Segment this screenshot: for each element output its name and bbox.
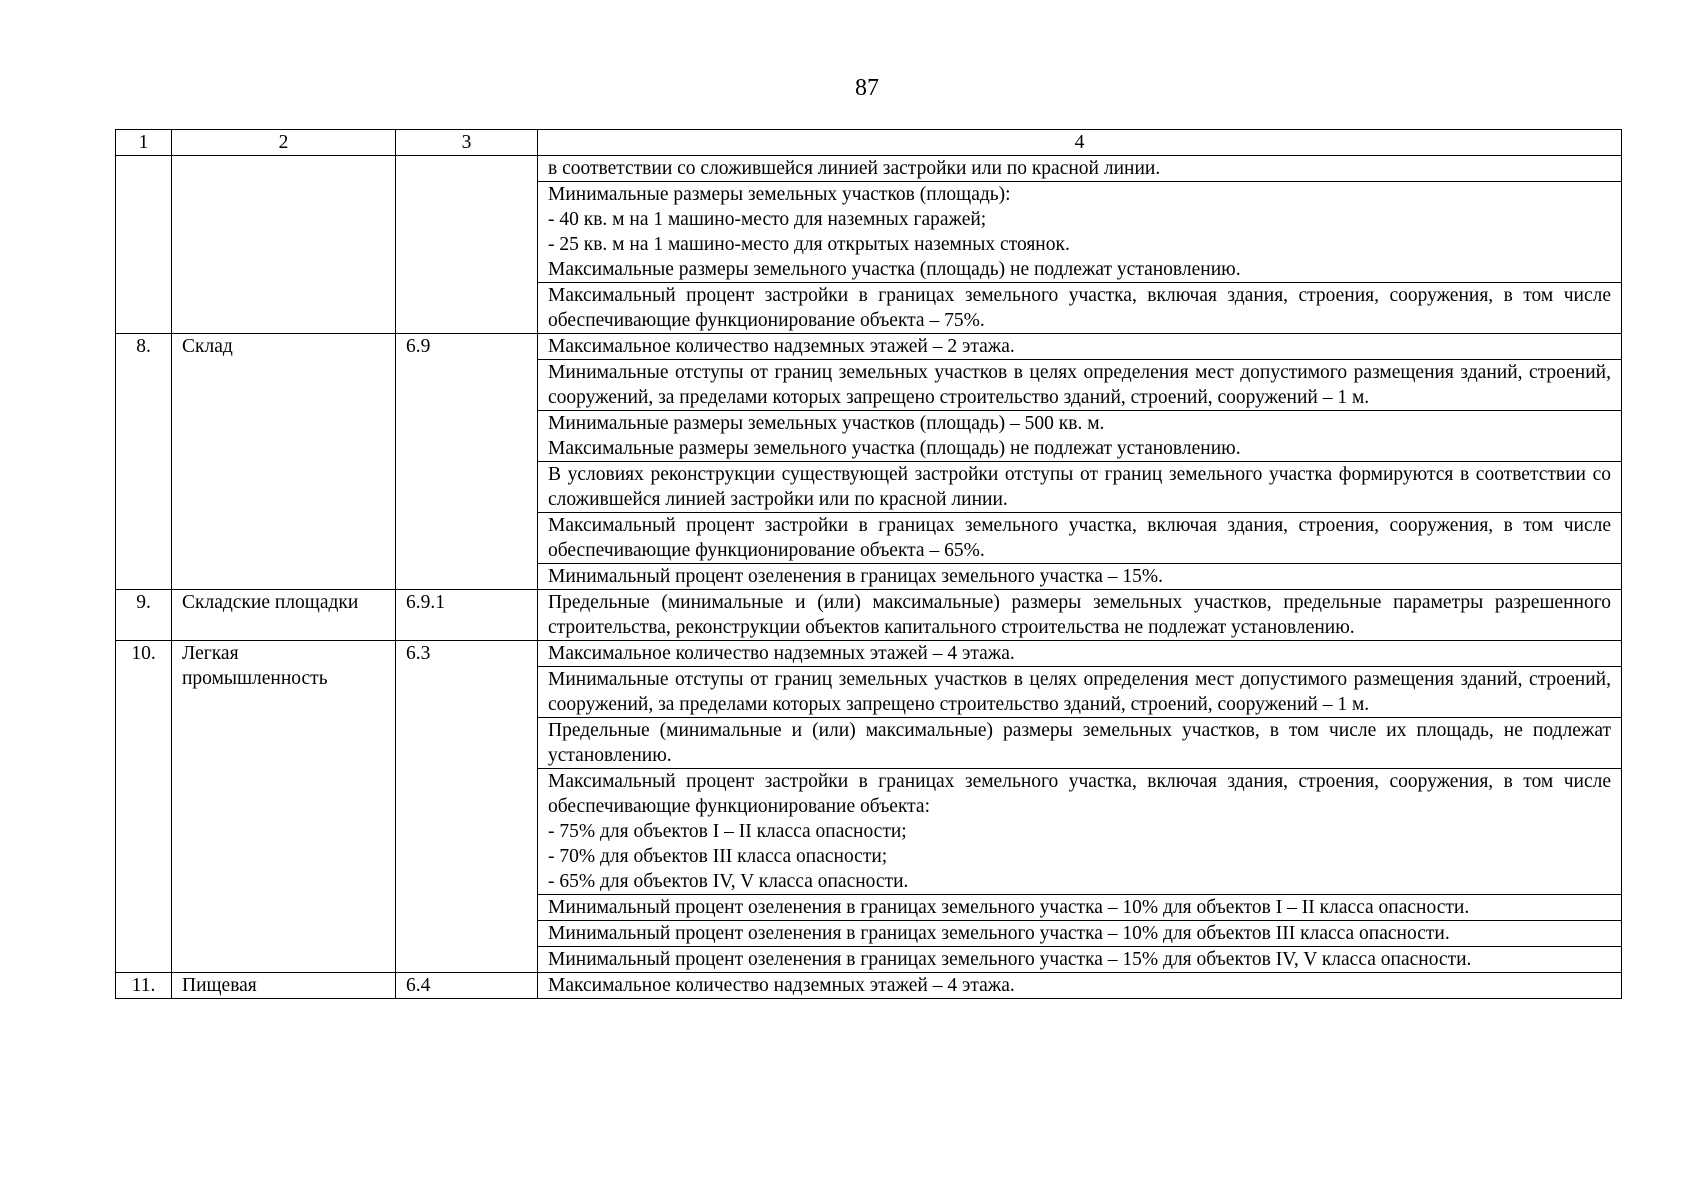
rule-cell (538, 156, 1622, 182)
page-number: 87 (855, 75, 879, 101)
rule-cell (538, 921, 1622, 947)
table-row (116, 973, 1622, 999)
rule-cell (538, 718, 1622, 769)
rule-line: Минимальный процент озеленения в границах земельного участка – 15% для объектов IV, V класса опасности. (548, 949, 1472, 970)
rule-line: Минимальные размеры земельных участков (площадь): (548, 184, 1011, 205)
rule-line: Минимальный процент озеленения в границах земельного участка – 10% для объектов III класса опасности. (548, 923, 1450, 944)
rule-line: Максимальный процент застройки в границах земельного участка, включая здания, строения, сооружения, в том числе обеспечивающие функционирование объекта – 65%. (548, 515, 1611, 561)
rule-line: - 70% для объектов III класса опасности; (548, 846, 888, 867)
use-name-cell: Пищевая (172, 973, 396, 999)
rule-cell (538, 769, 1622, 895)
rule-cell (538, 947, 1622, 973)
rule-cell (538, 641, 1622, 667)
column-header: 3 (396, 130, 538, 156)
use-name-cell: Складские площадки (172, 590, 396, 641)
rule-line: Максимальные размеры земельного участка (площадь) не подлежат установлению. (548, 259, 1241, 280)
row-number-cell: 11. (116, 973, 172, 999)
rule-line: - 25 кв. м на 1 машино-место для открытых наземных стоянок. (548, 234, 1070, 255)
rule-line: в соответствии со сложившейся линией застройки или по красной линии. (548, 158, 1161, 179)
rule-line: Минимальные размеры земельных участков (площадь) – 500 кв. м. (548, 413, 1105, 434)
use-code-cell (396, 156, 538, 334)
rule-line: Максимальные размеры земельного участка (площадь) не подлежат установлению. (548, 438, 1241, 459)
use-code-cell: 6.4 (396, 973, 538, 999)
column-header: 4 (538, 130, 1622, 156)
use-code-cell: 6.9 (396, 334, 538, 590)
rule-cell (538, 462, 1622, 513)
table-row (116, 334, 1622, 360)
use-code-cell: 6.9.1 (396, 590, 538, 641)
rule-cell (538, 667, 1622, 718)
column-header: 1 (116, 130, 172, 156)
rule-cell (538, 513, 1622, 564)
rule-line: Максимальный процент застройки в границах земельного участка, включая здания, строения, сооружения, в том числе обеспечивающие функционирование объекта: (548, 771, 1611, 817)
rule-cell (538, 360, 1622, 411)
rule-cell (538, 411, 1622, 462)
rule-line: Максимальное количество надземных этажей – 4 этажа. (548, 975, 1015, 996)
row-number-cell: 8. (116, 334, 172, 590)
rule-cell (538, 590, 1622, 641)
rule-line: Минимальный процент озеленения в границах земельного участка – 10% для объектов I – II класса опасности. (548, 897, 1470, 918)
use-name-cell: Склад (172, 334, 396, 590)
rule-line: Минимальные отступы от границ земельных участков в целях определения мест допустимого размещения зданий, строений, сооружений, за пределами которых запрещено строительство зданий, строений, сооружений – 1 м. (548, 669, 1611, 715)
column-header: 2 (172, 130, 396, 156)
use-name-cell: Легкая промышленность (172, 641, 396, 973)
table-row (116, 590, 1622, 641)
use-code-cell: 6.3 (396, 641, 538, 973)
row-number-cell (116, 156, 172, 334)
rule-cell (538, 283, 1622, 334)
use-name-cell (172, 156, 396, 334)
table-row (116, 641, 1622, 667)
rule-line: Минимальные отступы от границ земельных участков в целях определения мест допустимого размещения зданий, строений, сооружений, за пределами которых запрещено строительство зданий, строений, сооружений – 1 м. (548, 362, 1611, 408)
rule-cell (538, 564, 1622, 590)
rule-line: Минимальный процент озеленения в границах земельного участка – 15%. (548, 566, 1164, 587)
rule-line: Максимальный процент застройки в границах земельного участка, включая здания, строения, сооружения, в том числе обеспечивающие функционирование объекта – 75%. (548, 285, 1611, 331)
rule-cell (538, 182, 1622, 283)
rule-line: - 65% для объектов IV, V класса опасности. (548, 871, 909, 892)
row-number-cell: 10. (116, 641, 172, 973)
row-number-cell: 9. (116, 590, 172, 641)
table-row (116, 156, 1622, 182)
rule-line: Максимальное количество надземных этажей – 2 этажа. (548, 336, 1015, 357)
table-body (116, 130, 1622, 999)
rule-line: Предельные (минимальные и (или) максимальные) размеры земельных участков, в том числе их площадь, не подлежат установлению. (548, 720, 1611, 766)
rule-line: - 75% для объектов I – II класса опасности; (548, 821, 907, 842)
rule-cell (538, 895, 1622, 921)
rule-line: Максимальное количество надземных этажей – 4 этажа. (548, 643, 1015, 664)
regulations-table (115, 129, 1622, 999)
rule-cell (538, 334, 1622, 360)
rule-cell (538, 973, 1622, 999)
rule-line: В условиях реконструкции существующей застройки отступы от границ земельного участка формируются в соответствии со сложившейся линией застройки или по красной линии. (548, 464, 1611, 510)
rule-line: Предельные (минимальные и (или) максимальные) размеры земельных участков, предельные параметры разрешенного строительства, реконструкции объектов капитального строительства не подлежат установлению. (548, 592, 1611, 638)
table-header-row (116, 130, 1622, 156)
rule-line: - 40 кв. м на 1 машино-место для наземных гаражей; (548, 209, 987, 230)
